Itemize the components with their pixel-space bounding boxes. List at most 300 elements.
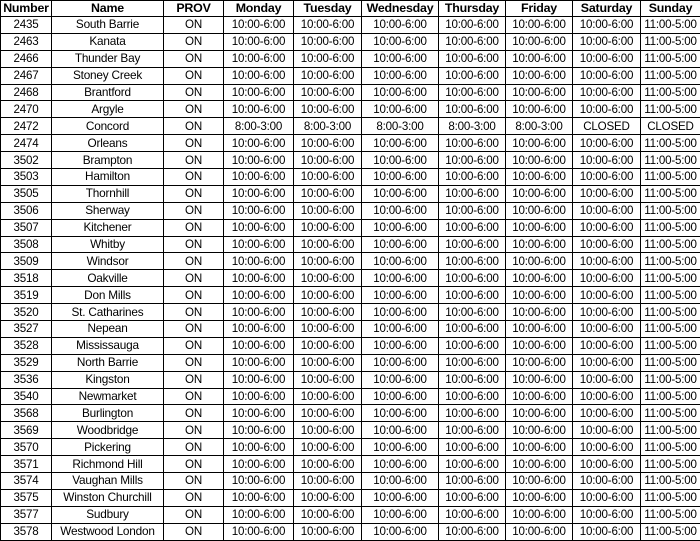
friday-hours-cell: 10:00-6:00 [506,67,573,84]
saturday-hours-cell: 10:00-6:00 [573,337,641,354]
store-name-cell: Newmarket [52,388,164,405]
sunday-hours-cell: 11:00-5:00 [641,84,700,101]
store-number-cell: 3527 [1,321,52,338]
thursday-hours-cell: 10:00-6:00 [439,337,506,354]
saturday-hours-cell: 10:00-6:00 [573,84,641,101]
monday-hours-cell: 10:00-6:00 [224,371,294,388]
monday-hours-cell: 8:00-3:00 [224,118,294,135]
monday-hours-cell: 10:00-6:00 [224,17,294,34]
saturday-hours-cell: 10:00-6:00 [573,17,641,34]
province-cell: ON [164,17,224,34]
table-row [1,67,700,84]
province-cell: ON [164,202,224,219]
thursday-hours-cell: 10:00-6:00 [439,371,506,388]
tuesday-hours-cell: 10:00-6:00 [294,473,362,490]
table-row [1,84,700,101]
sunday-hours-cell: 11:00-5:00 [641,67,700,84]
table-row [1,169,700,186]
store-number-cell: 3568 [1,405,52,422]
province-cell: ON [164,169,224,186]
friday-hours-cell: 10:00-6:00 [506,219,573,236]
tuesday-hours-cell: 10:00-6:00 [294,236,362,253]
store-number-cell: 3509 [1,253,52,270]
header-row [1,1,700,17]
province-cell: ON [164,456,224,473]
province-cell: ON [164,439,224,456]
province-cell: ON [164,321,224,338]
store-name-cell: Burlington [52,405,164,422]
province-cell: ON [164,118,224,135]
store-name-cell: Westwood London [52,523,164,540]
monday-hours-cell: 10:00-6:00 [224,202,294,219]
store-name-cell: Thornhill [52,185,164,202]
store-number-cell: 2468 [1,84,52,101]
province-cell: ON [164,270,224,287]
column-header-thursday: Thursday [439,1,506,17]
saturday-hours-cell: 10:00-6:00 [573,439,641,456]
store-number-cell: 3519 [1,287,52,304]
tuesday-hours-cell: 10:00-6:00 [294,84,362,101]
sunday-hours-cell: 11:00-5:00 [641,253,700,270]
friday-hours-cell: 10:00-6:00 [506,253,573,270]
province-cell: ON [164,219,224,236]
store-number-cell: 3529 [1,354,52,371]
tuesday-hours-cell: 8:00-3:00 [294,118,362,135]
sunday-hours-cell: 11:00-5:00 [641,337,700,354]
friday-hours-cell: 10:00-6:00 [506,439,573,456]
wednesday-hours-cell: 10:00-6:00 [362,388,439,405]
monday-hours-cell: 10:00-6:00 [224,506,294,523]
tuesday-hours-cell: 10:00-6:00 [294,354,362,371]
store-name-cell: Stoney Creek [52,67,164,84]
friday-hours-cell: 10:00-6:00 [506,337,573,354]
thursday-hours-cell: 8:00-3:00 [439,118,506,135]
monday-hours-cell: 10:00-6:00 [224,473,294,490]
table-row [1,219,700,236]
province-cell: ON [164,287,224,304]
tuesday-hours-cell: 10:00-6:00 [294,202,362,219]
sunday-hours-cell: 11:00-5:00 [641,236,700,253]
store-name-cell: Argyle [52,101,164,118]
wednesday-hours-cell: 10:00-6:00 [362,67,439,84]
wednesday-hours-cell: 10:00-6:00 [362,456,439,473]
thursday-hours-cell: 10:00-6:00 [439,253,506,270]
sunday-hours-cell: 11:00-5:00 [641,169,700,186]
store-name-cell: Nepean [52,321,164,338]
monday-hours-cell: 10:00-6:00 [224,135,294,152]
store-number-cell: 3503 [1,169,52,186]
province-cell: ON [164,489,224,506]
province-cell: ON [164,50,224,67]
store-name-cell: Mississauga [52,337,164,354]
monday-hours-cell: 10:00-6:00 [224,50,294,67]
monday-hours-cell: 10:00-6:00 [224,354,294,371]
sunday-hours-cell: 11:00-5:00 [641,473,700,490]
store-number-cell: 2463 [1,33,52,50]
saturday-hours-cell: 10:00-6:00 [573,354,641,371]
store-name-cell: Whitby [52,236,164,253]
friday-hours-cell: 10:00-6:00 [506,202,573,219]
thursday-hours-cell: 10:00-6:00 [439,101,506,118]
wednesday-hours-cell: 10:00-6:00 [362,169,439,186]
wednesday-hours-cell: 10:00-6:00 [362,489,439,506]
store-name-cell: Concord [52,118,164,135]
store-name-cell: Vaughan Mills [52,473,164,490]
thursday-hours-cell: 10:00-6:00 [439,152,506,169]
province-cell: ON [164,354,224,371]
table-row [1,287,700,304]
province-cell: ON [164,422,224,439]
wednesday-hours-cell: 10:00-6:00 [362,405,439,422]
monday-hours-cell: 10:00-6:00 [224,439,294,456]
tuesday-hours-cell: 10:00-6:00 [294,169,362,186]
monday-hours-cell: 10:00-6:00 [224,219,294,236]
tuesday-hours-cell: 10:00-6:00 [294,506,362,523]
wednesday-hours-cell: 10:00-6:00 [362,371,439,388]
province-cell: ON [164,253,224,270]
table-row [1,388,700,405]
store-number-cell: 3518 [1,270,52,287]
monday-hours-cell: 10:00-6:00 [224,388,294,405]
saturday-hours-cell: 10:00-6:00 [573,388,641,405]
table-row [1,185,700,202]
tuesday-hours-cell: 10:00-6:00 [294,253,362,270]
column-header-number: Number [1,1,52,17]
monday-hours-cell: 10:00-6:00 [224,489,294,506]
store-name-cell: Brampton [52,152,164,169]
table-row [1,506,700,523]
thursday-hours-cell: 10:00-6:00 [439,506,506,523]
sunday-hours-cell: 11:00-5:00 [641,270,700,287]
friday-hours-cell: 10:00-6:00 [506,33,573,50]
friday-hours-cell: 10:00-6:00 [506,354,573,371]
store-number-cell: 2470 [1,101,52,118]
thursday-hours-cell: 10:00-6:00 [439,354,506,371]
column-header-friday: Friday [506,1,573,17]
monday-hours-cell: 10:00-6:00 [224,185,294,202]
monday-hours-cell: 10:00-6:00 [224,456,294,473]
saturday-hours-cell: 10:00-6:00 [573,33,641,50]
monday-hours-cell: 10:00-6:00 [224,236,294,253]
store-number-cell: 2472 [1,118,52,135]
table-row [1,337,700,354]
thursday-hours-cell: 10:00-6:00 [439,304,506,321]
sunday-hours-cell: 11:00-5:00 [641,101,700,118]
province-cell: ON [164,33,224,50]
column-header-sunday: Sunday [641,1,700,17]
monday-hours-cell: 10:00-6:00 [224,337,294,354]
table-row [1,439,700,456]
store-name-cell: Orleans [52,135,164,152]
saturday-hours-cell: 10:00-6:00 [573,523,641,540]
friday-hours-cell: 10:00-6:00 [506,101,573,118]
store-number-cell: 3540 [1,388,52,405]
store-name-cell: Windsor [52,253,164,270]
table-row [1,523,700,540]
store-name-cell: Don Mills [52,287,164,304]
table-row [1,371,700,388]
friday-hours-cell: 10:00-6:00 [506,152,573,169]
monday-hours-cell: 10:00-6:00 [224,253,294,270]
tuesday-hours-cell: 10:00-6:00 [294,287,362,304]
store-name-cell: Kingston [52,371,164,388]
monday-hours-cell: 10:00-6:00 [224,523,294,540]
store-number-cell: 3508 [1,236,52,253]
friday-hours-cell: 10:00-6:00 [506,50,573,67]
thursday-hours-cell: 10:00-6:00 [439,321,506,338]
friday-hours-cell: 10:00-6:00 [506,17,573,34]
wednesday-hours-cell: 10:00-6:00 [362,202,439,219]
province-cell: ON [164,523,224,540]
wednesday-hours-cell: 8:00-3:00 [362,118,439,135]
friday-hours-cell: 10:00-6:00 [506,473,573,490]
store-number-cell: 3520 [1,304,52,321]
friday-hours-cell: 10:00-6:00 [506,422,573,439]
sunday-hours-cell: 11:00-5:00 [641,422,700,439]
monday-hours-cell: 10:00-6:00 [224,422,294,439]
saturday-hours-cell: 10:00-6:00 [573,185,641,202]
saturday-hours-cell: 10:00-6:00 [573,236,641,253]
store-name-cell: South Barrie [52,17,164,34]
sunday-hours-cell: 11:00-5:00 [641,185,700,202]
sunday-hours-cell: 11:00-5:00 [641,405,700,422]
table-row [1,354,700,371]
store-name-cell: Woodbridge [52,422,164,439]
sunday-hours-cell: 11:00-5:00 [641,354,700,371]
sunday-hours-cell: 11:00-5:00 [641,523,700,540]
store-number-cell: 2466 [1,50,52,67]
monday-hours-cell: 10:00-6:00 [224,169,294,186]
store-name-cell: Brantford [52,84,164,101]
store-number-cell: 3574 [1,473,52,490]
thursday-hours-cell: 10:00-6:00 [439,473,506,490]
table-row [1,50,700,67]
saturday-hours-cell: 10:00-6:00 [573,422,641,439]
thursday-hours-cell: 10:00-6:00 [439,439,506,456]
column-header-monday: Monday [224,1,294,17]
table-row [1,489,700,506]
monday-hours-cell: 10:00-6:00 [224,152,294,169]
sunday-hours-cell: 11:00-5:00 [641,371,700,388]
sunday-hours-cell: 11:00-5:00 [641,219,700,236]
column-header-prov: PROV [164,1,224,17]
friday-hours-cell: 10:00-6:00 [506,185,573,202]
wednesday-hours-cell: 10:00-6:00 [362,33,439,50]
tuesday-hours-cell: 10:00-6:00 [294,523,362,540]
store-number-cell: 3536 [1,371,52,388]
store-number-cell: 3578 [1,523,52,540]
tuesday-hours-cell: 10:00-6:00 [294,405,362,422]
sunday-hours-cell: 11:00-5:00 [641,152,700,169]
province-cell: ON [164,185,224,202]
saturday-hours-cell: 10:00-6:00 [573,456,641,473]
store-number-cell: 3506 [1,202,52,219]
thursday-hours-cell: 10:00-6:00 [439,169,506,186]
sunday-hours-cell: 11:00-5:00 [641,388,700,405]
tuesday-hours-cell: 10:00-6:00 [294,489,362,506]
thursday-hours-cell: 10:00-6:00 [439,236,506,253]
store-name-cell: Kanata [52,33,164,50]
thursday-hours-cell: 10:00-6:00 [439,67,506,84]
table-row [1,236,700,253]
saturday-hours-cell: 10:00-6:00 [573,101,641,118]
friday-hours-cell: 10:00-6:00 [506,405,573,422]
friday-hours-cell: 10:00-6:00 [506,304,573,321]
thursday-hours-cell: 10:00-6:00 [439,422,506,439]
tuesday-hours-cell: 10:00-6:00 [294,50,362,67]
store-number-cell: 3569 [1,422,52,439]
wednesday-hours-cell: 10:00-6:00 [362,84,439,101]
saturday-hours-cell: 10:00-6:00 [573,67,641,84]
store-name-cell: Kitchener [52,219,164,236]
sunday-hours-cell: CLOSED [641,118,700,135]
table-row [1,304,700,321]
sunday-hours-cell: 11:00-5:00 [641,456,700,473]
monday-hours-cell: 10:00-6:00 [224,84,294,101]
thursday-hours-cell: 10:00-6:00 [439,489,506,506]
province-cell: ON [164,135,224,152]
store-number-cell: 3502 [1,152,52,169]
store-number-cell: 3577 [1,506,52,523]
monday-hours-cell: 10:00-6:00 [224,304,294,321]
store-number-cell: 3528 [1,337,52,354]
sunday-hours-cell: 11:00-5:00 [641,287,700,304]
friday-hours-cell: 10:00-6:00 [506,84,573,101]
store-name-cell: Richmond Hill [52,456,164,473]
saturday-hours-cell: 10:00-6:00 [573,489,641,506]
table-row [1,135,700,152]
store-name-cell: Oakville [52,270,164,287]
monday-hours-cell: 10:00-6:00 [224,405,294,422]
table-row [1,101,700,118]
thursday-hours-cell: 10:00-6:00 [439,135,506,152]
thursday-hours-cell: 10:00-6:00 [439,17,506,34]
friday-hours-cell: 10:00-6:00 [506,169,573,186]
friday-hours-cell: 10:00-6:00 [506,388,573,405]
table-row [1,456,700,473]
wednesday-hours-cell: 10:00-6:00 [362,253,439,270]
tuesday-hours-cell: 10:00-6:00 [294,304,362,321]
store-name-cell: Pickering [52,439,164,456]
saturday-hours-cell: 10:00-6:00 [573,405,641,422]
thursday-hours-cell: 10:00-6:00 [439,405,506,422]
wednesday-hours-cell: 10:00-6:00 [362,304,439,321]
thursday-hours-cell: 10:00-6:00 [439,456,506,473]
province-cell: ON [164,473,224,490]
table-row [1,152,700,169]
wednesday-hours-cell: 10:00-6:00 [362,101,439,118]
tuesday-hours-cell: 10:00-6:00 [294,371,362,388]
friday-hours-cell: 10:00-6:00 [506,523,573,540]
monday-hours-cell: 10:00-6:00 [224,321,294,338]
store-number-cell: 2435 [1,17,52,34]
friday-hours-cell: 10:00-6:00 [506,456,573,473]
wednesday-hours-cell: 10:00-6:00 [362,473,439,490]
wednesday-hours-cell: 10:00-6:00 [362,287,439,304]
wednesday-hours-cell: 10:00-6:00 [362,135,439,152]
saturday-hours-cell: 10:00-6:00 [573,202,641,219]
province-cell: ON [164,388,224,405]
tuesday-hours-cell: 10:00-6:00 [294,101,362,118]
thursday-hours-cell: 10:00-6:00 [439,270,506,287]
tuesday-hours-cell: 10:00-6:00 [294,185,362,202]
store-name-cell: North Barrie [52,354,164,371]
store-name-cell: Sherway [52,202,164,219]
saturday-hours-cell: 10:00-6:00 [573,135,641,152]
wednesday-hours-cell: 10:00-6:00 [362,219,439,236]
sunday-hours-cell: 11:00-5:00 [641,50,700,67]
province-cell: ON [164,337,224,354]
wednesday-hours-cell: 10:00-6:00 [362,152,439,169]
store-number-cell: 3505 [1,185,52,202]
saturday-hours-cell: 10:00-6:00 [573,473,641,490]
tuesday-hours-cell: 10:00-6:00 [294,33,362,50]
province-cell: ON [164,152,224,169]
tuesday-hours-cell: 10:00-6:00 [294,456,362,473]
saturday-hours-cell: 10:00-6:00 [573,371,641,388]
province-cell: ON [164,304,224,321]
saturday-hours-cell: 10:00-6:00 [573,321,641,338]
tuesday-hours-cell: 10:00-6:00 [294,152,362,169]
monday-hours-cell: 10:00-6:00 [224,101,294,118]
tuesday-hours-cell: 10:00-6:00 [294,270,362,287]
thursday-hours-cell: 10:00-6:00 [439,388,506,405]
wednesday-hours-cell: 10:00-6:00 [362,439,439,456]
store-number-cell: 3570 [1,439,52,456]
store-number-cell: 3571 [1,456,52,473]
sunday-hours-cell: 11:00-5:00 [641,202,700,219]
store-number-cell: 3507 [1,219,52,236]
column-header-name: Name [52,1,164,17]
column-header-saturday: Saturday [573,1,641,17]
tuesday-hours-cell: 10:00-6:00 [294,17,362,34]
store-number-cell: 3575 [1,489,52,506]
store-name-cell: St. Catharines [52,304,164,321]
saturday-hours-cell: 10:00-6:00 [573,506,641,523]
province-cell: ON [164,67,224,84]
thursday-hours-cell: 10:00-6:00 [439,33,506,50]
table-body [1,17,700,541]
province-cell: ON [164,371,224,388]
thursday-hours-cell: 10:00-6:00 [439,523,506,540]
wednesday-hours-cell: 10:00-6:00 [362,354,439,371]
sunday-hours-cell: 11:00-5:00 [641,17,700,34]
tuesday-hours-cell: 10:00-6:00 [294,439,362,456]
sunday-hours-cell: 11:00-5:00 [641,489,700,506]
table-row [1,33,700,50]
tuesday-hours-cell: 10:00-6:00 [294,135,362,152]
table-row [1,270,700,287]
saturday-hours-cell: 10:00-6:00 [573,219,641,236]
wednesday-hours-cell: 10:00-6:00 [362,50,439,67]
wednesday-hours-cell: 10:00-6:00 [362,506,439,523]
sunday-hours-cell: 11:00-5:00 [641,321,700,338]
monday-hours-cell: 10:00-6:00 [224,287,294,304]
tuesday-hours-cell: 10:00-6:00 [294,321,362,338]
monday-hours-cell: 10:00-6:00 [224,67,294,84]
province-cell: ON [164,236,224,253]
store-name-cell: Hamilton [52,169,164,186]
saturday-hours-cell: 10:00-6:00 [573,50,641,67]
saturday-hours-cell: 10:00-6:00 [573,253,641,270]
thursday-hours-cell: 10:00-6:00 [439,202,506,219]
sunday-hours-cell: 11:00-5:00 [641,135,700,152]
saturday-hours-cell: 10:00-6:00 [573,152,641,169]
friday-hours-cell: 8:00-3:00 [506,118,573,135]
wednesday-hours-cell: 10:00-6:00 [362,17,439,34]
province-cell: ON [164,84,224,101]
saturday-hours-cell: 10:00-6:00 [573,304,641,321]
